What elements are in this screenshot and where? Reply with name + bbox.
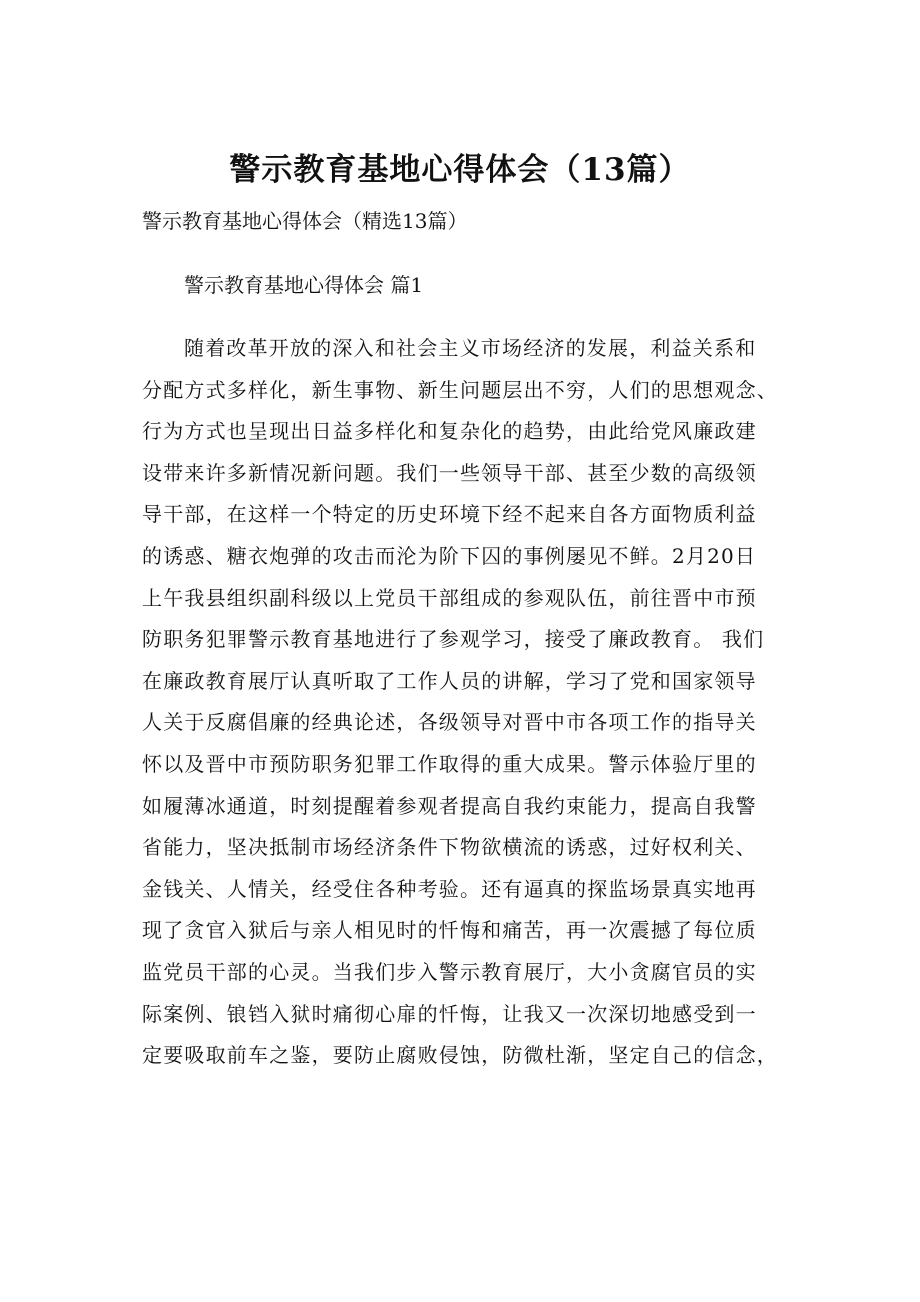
body-line: 如履薄冰通道，时刻提醒着参观者提高自我约束能力，提高自我警 <box>142 793 757 818</box>
body-line: 防职务犯罪警示教育基地进行了参观学习，接受了廉政教育。 我们 <box>142 627 765 652</box>
body-line: 在廉政教育展厅认真听取了工作人员的讲解，学习了党和国家领导 <box>142 668 757 693</box>
body-line: 分配方式多样化，新生事物、新生问题层出不穷，人们的思想观念、 <box>142 377 778 402</box>
body-line: 监党员干部的心灵。当我们步入警示教育展厅，大小贪腐官员的实 <box>142 959 757 984</box>
body-line: 设带来许多新情况新问题。我们一些领导干部、甚至少数的高级领 <box>142 460 757 485</box>
body-line: 的诱惑、糖衣炮弹的攻击而沦为阶下囚的事例屡见不鲜。2月20日 <box>142 543 757 568</box>
body-line: 上午我县组织副科级以上党员干部组成的参观队伍，前往晋中市预 <box>142 585 757 610</box>
section-heading: 警示教育基地心得体会 篇1 <box>184 273 424 297</box>
body-line: 导干部，在这样一个特定的历史环境下经不起来自各方面物质利益 <box>142 502 757 527</box>
body-line: 人关于反腐倡廉的经典论述，各级领导对晋中市各项工作的指导关 <box>142 710 757 735</box>
body-line: 际案例、锒铛入狱时痛彻心扉的忏悔，让我又一次深切地感受到一 <box>142 1001 757 1026</box>
body-line: 省能力，坚决抵制市场经济条件下物欲横流的诱惑，过好权利关、 <box>142 835 757 860</box>
document-subtitle: 警示教育基地心得体会（精选13篇） <box>142 209 468 233</box>
body-line: 定要吸取前车之鉴，要防止腐败侵蚀，防微杜渐，坚定自己的信念， <box>142 1043 778 1068</box>
document-title: 警示教育基地心得体会（13篇） <box>229 152 691 188</box>
body-line: 金钱关、人情关，经受住各种考验。还有逼真的探监场景真实地再 <box>142 876 757 901</box>
body-line: 怀以及晋中市预防职务犯罪工作取得的重大成果。警示体验厅里的 <box>142 751 757 776</box>
body-line: 现了贪官入狱后与亲人相见时的忏悔和痛苦，再一次震撼了每位质 <box>142 918 757 943</box>
body-paragraph <box>142 333 802 1082</box>
body-line: 随着改革开放的深入和社会主义市场经济的发展，利益关系和 <box>184 336 757 360</box>
body-line: 行为方式也呈现出日益多样化和复杂化的趋势，由此给党风廉政建 <box>142 419 757 444</box>
